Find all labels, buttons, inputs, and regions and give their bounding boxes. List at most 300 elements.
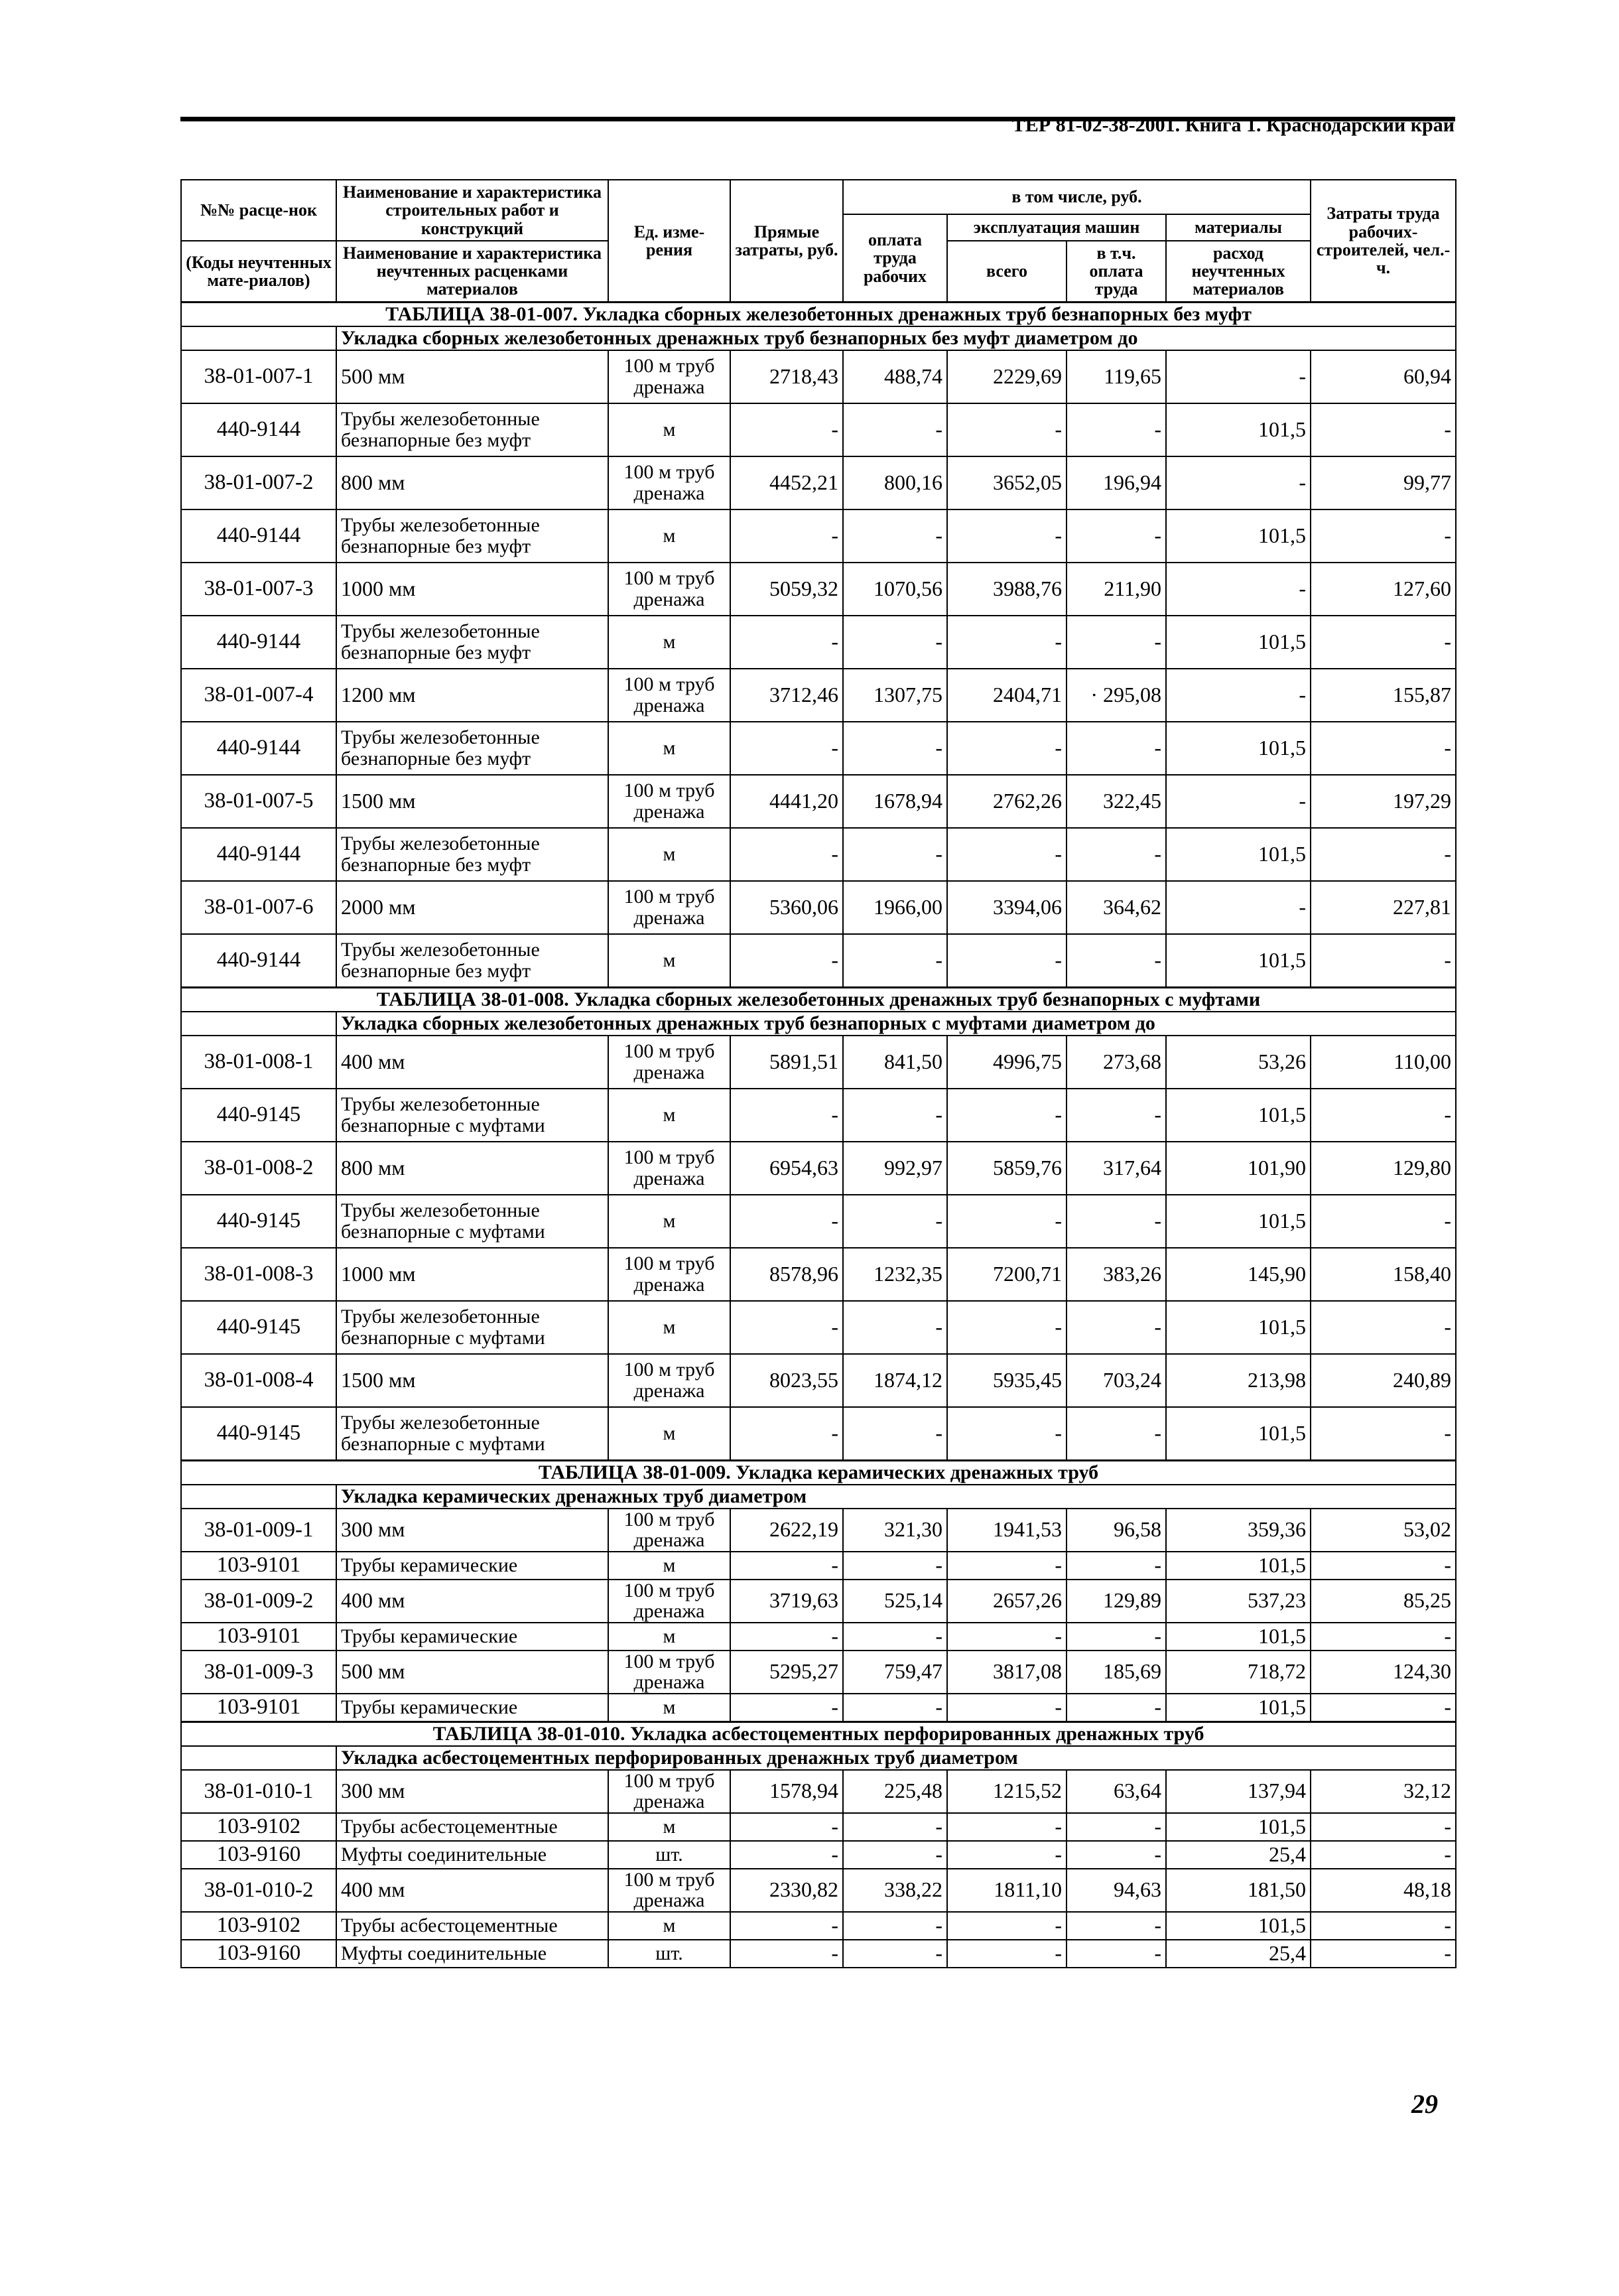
- machines-total: -: [947, 1940, 1067, 1968]
- direct-cost: -: [730, 1912, 843, 1940]
- materials: 25,4: [1166, 1841, 1311, 1869]
- machines-total: 5859,76: [947, 1142, 1067, 1195]
- wages: 1070,56: [843, 563, 947, 616]
- wages: 525,14: [843, 1580, 947, 1623]
- work-name: 800 мм: [336, 1142, 608, 1195]
- unit: 100 м труб дренажа: [608, 1248, 730, 1301]
- machines-total: 2404,71: [947, 669, 1067, 722]
- work-name: 1000 мм: [336, 563, 608, 616]
- material-code: 103-9160: [181, 1940, 336, 1968]
- machines-wages: -: [1067, 1940, 1166, 1968]
- table-row: [181, 350, 1456, 403]
- rate-code: 38-01-008-1: [181, 1036, 336, 1089]
- rate-code: 38-01-007-2: [181, 456, 336, 509]
- machines-total: -: [947, 1089, 1067, 1142]
- material-row: [181, 828, 1456, 881]
- material-code: 440-9145: [181, 1089, 336, 1142]
- section-title: ТАБЛИЦА 38-01-008. Укладка сборных железобетонных дренажных труб безнапорных с муфтами: [181, 987, 1456, 1012]
- unit: м: [608, 828, 730, 881]
- material-name: Трубы асбестоцементные: [336, 1912, 608, 1940]
- unit: шт.: [608, 1940, 730, 1968]
- materials: -: [1166, 456, 1311, 509]
- machines-total: -: [947, 1195, 1067, 1248]
- machines-wages: 94,63: [1067, 1869, 1166, 1912]
- labor: -: [1311, 1089, 1456, 1142]
- direct-cost: -: [730, 1813, 843, 1841]
- machines-wages: -: [1067, 1841, 1166, 1869]
- material-code: 440-9145: [181, 1301, 336, 1354]
- material-row: [181, 616, 1456, 669]
- wages: -: [843, 509, 947, 563]
- machines-wages: · 295,08: [1067, 669, 1166, 722]
- material-row: [181, 1301, 1456, 1354]
- machines-wages: 273,68: [1067, 1036, 1166, 1089]
- rate-code: 38-01-010-2: [181, 1869, 336, 1912]
- material-row: [181, 1552, 1456, 1580]
- labor: -: [1311, 403, 1456, 456]
- wages: -: [843, 828, 947, 881]
- machines-wages: -: [1067, 403, 1166, 456]
- labor: -: [1311, 722, 1456, 775]
- unit: м: [608, 403, 730, 456]
- wages: -: [843, 1195, 947, 1248]
- material-row: [181, 1694, 1456, 1722]
- unit: 100 м труб дренажа: [608, 881, 730, 934]
- labor: 32,12: [1311, 1770, 1456, 1813]
- wages: 992,97: [843, 1142, 947, 1195]
- material-name: Трубы железобетонные безнапорные с муфтами: [336, 1089, 608, 1142]
- unit: 100 м труб дренажа: [608, 1036, 730, 1089]
- direct-cost: 5360,06: [730, 881, 843, 934]
- material-name: Муфты соединительные: [336, 1940, 608, 1968]
- machines-total: 1941,53: [947, 1509, 1067, 1552]
- materials: 101,5: [1166, 1813, 1311, 1841]
- header-code-bottom: (Коды неучтенных мате-риалов): [181, 241, 336, 302]
- subtitle-spacer: [181, 1746, 336, 1770]
- unit: м: [608, 1552, 730, 1580]
- machines-wages: 211,90: [1067, 563, 1166, 616]
- materials: -: [1166, 669, 1311, 722]
- materials: 181,50: [1166, 1869, 1311, 1912]
- rate-code: 38-01-008-2: [181, 1142, 336, 1195]
- material-code: 440-9145: [181, 1195, 336, 1248]
- direct-cost: 3719,63: [730, 1580, 843, 1623]
- section-title: ТАБЛИЦА 38-01-009. Укладка керамических дренажных труб: [181, 1460, 1456, 1485]
- wages: 1874,12: [843, 1354, 947, 1407]
- labor: 158,40: [1311, 1248, 1456, 1301]
- direct-cost: 8023,55: [730, 1354, 843, 1407]
- unit: м: [608, 934, 730, 988]
- material-row: [181, 1940, 1456, 1968]
- labor: 60,94: [1311, 350, 1456, 403]
- work-name: 300 мм: [336, 1509, 608, 1552]
- material-code: 103-9160: [181, 1841, 336, 1869]
- unit: м: [608, 1301, 730, 1354]
- labor: 197,29: [1311, 775, 1456, 828]
- work-name: 1000 мм: [336, 1248, 608, 1301]
- material-code: 103-9102: [181, 1912, 336, 1940]
- machines-total: 2657,26: [947, 1580, 1067, 1623]
- materials: 137,94: [1166, 1770, 1311, 1813]
- unit: м: [608, 1195, 730, 1248]
- unit: 100 м труб дренажа: [608, 1142, 730, 1195]
- materials: 101,5: [1166, 1912, 1311, 1940]
- header-including: в том числе, руб.: [843, 180, 1311, 214]
- labor: 53,02: [1311, 1509, 1456, 1552]
- table-row: [181, 1354, 1456, 1407]
- direct-cost: -: [730, 934, 843, 988]
- labor: 48,18: [1311, 1869, 1456, 1912]
- machines-total: -: [947, 616, 1067, 669]
- materials: 101,5: [1166, 616, 1311, 669]
- material-row: [181, 1841, 1456, 1869]
- labor: 85,25: [1311, 1580, 1456, 1623]
- header-name-bottom: Наименование и характеристика неучтенных расценками материалов: [336, 241, 608, 302]
- header-unit: Ед. изме-рения: [608, 180, 730, 302]
- materials: 25,4: [1166, 1940, 1311, 1968]
- material-row: [181, 509, 1456, 563]
- wages: 1307,75: [843, 669, 947, 722]
- material-name: Трубы керамические: [336, 1623, 608, 1651]
- machines-total: -: [947, 1301, 1067, 1354]
- section-title: ТАБЛИЦА 38-01-007. Укладка сборных железобетонных дренажных труб безнапорных без муфт: [181, 302, 1456, 326]
- material-name: Трубы железобетонные безнапорные без муфт: [336, 403, 608, 456]
- wages: 1966,00: [843, 881, 947, 934]
- wages: 841,50: [843, 1036, 947, 1089]
- work-name: 500 мм: [336, 350, 608, 403]
- unit: м: [608, 509, 730, 563]
- labor: 227,81: [1311, 881, 1456, 934]
- rate-code: 38-01-009-1: [181, 1509, 336, 1552]
- machines-total: -: [947, 722, 1067, 775]
- machines-wages: -: [1067, 934, 1166, 988]
- labor: 99,77: [1311, 456, 1456, 509]
- direct-cost: 2718,43: [730, 350, 843, 403]
- labor: -: [1311, 1940, 1456, 1968]
- machines-wages: -: [1067, 509, 1166, 563]
- materials: 101,5: [1166, 934, 1311, 988]
- machines-wages: -: [1067, 616, 1166, 669]
- labor: -: [1311, 1195, 1456, 1248]
- machines-wages: 129,89: [1067, 1580, 1166, 1623]
- material-name: Трубы асбестоцементные: [336, 1813, 608, 1841]
- direct-cost: 5059,32: [730, 563, 843, 616]
- machines-wages: -: [1067, 1301, 1166, 1354]
- table-header: [181, 180, 1456, 302]
- wages: -: [843, 934, 947, 988]
- unit: 100 м труб дренажа: [608, 1509, 730, 1552]
- wages: 800,16: [843, 456, 947, 509]
- labor: -: [1311, 1841, 1456, 1869]
- table-section-subtitle-row: [181, 1012, 1456, 1036]
- material-row: [181, 1407, 1456, 1461]
- material-code: 103-9101: [181, 1694, 336, 1722]
- machines-wages: -: [1067, 1089, 1166, 1142]
- wages: -: [843, 616, 947, 669]
- direct-cost: -: [730, 1089, 843, 1142]
- table-body: [181, 302, 1456, 1968]
- section-subtitle: Укладка сборных железобетонных дренажных труб безнапорных с муфтами диаметром до: [336, 1012, 1456, 1036]
- labor: -: [1311, 828, 1456, 881]
- machines-total: 2762,26: [947, 775, 1067, 828]
- labor: -: [1311, 1694, 1456, 1722]
- materials: 101,5: [1166, 1089, 1311, 1142]
- machines-wages: 63,64: [1067, 1770, 1166, 1813]
- direct-cost: 2330,82: [730, 1869, 843, 1912]
- materials: 359,36: [1166, 1509, 1311, 1552]
- work-name: 1500 мм: [336, 775, 608, 828]
- material-code: 440-9145: [181, 1407, 336, 1461]
- material-code: 440-9144: [181, 722, 336, 775]
- unit: 100 м труб дренажа: [608, 669, 730, 722]
- table-section-title-row: [181, 1460, 1456, 1485]
- material-name: Трубы железобетонные безнапорные без муфт: [336, 934, 608, 988]
- rate-code: 38-01-009-3: [181, 1651, 336, 1694]
- unit: 100 м труб дренажа: [608, 775, 730, 828]
- table-section-subtitle-row: [181, 1746, 1456, 1770]
- machines-wages: 185,69: [1067, 1651, 1166, 1694]
- machines-total: -: [947, 828, 1067, 881]
- materials: 101,5: [1166, 1694, 1311, 1722]
- direct-cost: 3712,46: [730, 669, 843, 722]
- machines-total: -: [947, 1552, 1067, 1580]
- machines-wages: -: [1067, 828, 1166, 881]
- labor: -: [1311, 1552, 1456, 1580]
- section-subtitle: Укладка асбестоцементных перфорированных дренажных труб диаметром: [336, 1746, 1456, 1770]
- material-name: Трубы железобетонные безнапорные без муфт: [336, 616, 608, 669]
- material-code: 103-9101: [181, 1552, 336, 1580]
- direct-cost: -: [730, 1301, 843, 1354]
- work-name: 2000 мм: [336, 881, 608, 934]
- materials: 101,5: [1166, 403, 1311, 456]
- material-code: 440-9144: [181, 509, 336, 563]
- labor: 155,87: [1311, 669, 1456, 722]
- direct-cost: -: [730, 509, 843, 563]
- machines-total: 4996,75: [947, 1036, 1067, 1089]
- machines-total: -: [947, 934, 1067, 988]
- materials: 101,5: [1166, 1407, 1311, 1461]
- work-name: 500 мм: [336, 1651, 608, 1694]
- machines-total: 1215,52: [947, 1770, 1067, 1813]
- materials: 101,5: [1166, 1301, 1311, 1354]
- material-name: Трубы железобетонные безнапорные без муфт: [336, 509, 608, 563]
- material-row: [181, 722, 1456, 775]
- labor: 240,89: [1311, 1354, 1456, 1407]
- materials: 101,5: [1166, 1623, 1311, 1651]
- material-code: 440-9144: [181, 828, 336, 881]
- unit: м: [608, 616, 730, 669]
- rate-code: 38-01-007-1: [181, 350, 336, 403]
- materials: 101,5: [1166, 722, 1311, 775]
- wages: -: [843, 1301, 947, 1354]
- unit: 100 м труб дренажа: [608, 1354, 730, 1407]
- labor: 124,30: [1311, 1651, 1456, 1694]
- unit: шт.: [608, 1841, 730, 1869]
- unit: 100 м труб дренажа: [608, 456, 730, 509]
- running-header: ТЕР 81-02-38-2001. Книга 1. Краснодарский край: [1011, 114, 1455, 136]
- header-name-top: Наименование и характеристика строительных работ и конструкций: [336, 180, 608, 241]
- labor: 129,80: [1311, 1142, 1456, 1195]
- subtitle-spacer: [181, 1485, 336, 1509]
- material-row: [181, 403, 1456, 456]
- machines-total: 1811,10: [947, 1869, 1067, 1912]
- direct-cost: -: [730, 1841, 843, 1869]
- wages: -: [843, 1694, 947, 1722]
- unit: 100 м труб дренажа: [608, 1770, 730, 1813]
- table-section-title-row: [181, 1722, 1456, 1746]
- machines-wages: -: [1067, 722, 1166, 775]
- wages: -: [843, 1552, 947, 1580]
- materials: 101,5: [1166, 1552, 1311, 1580]
- wages: -: [843, 1912, 947, 1940]
- wages: -: [843, 1940, 947, 1968]
- rate-code: 38-01-009-2: [181, 1580, 336, 1623]
- labor: -: [1311, 1407, 1456, 1461]
- table-row: [181, 775, 1456, 828]
- wages: -: [843, 1623, 947, 1651]
- machines-wages: 383,26: [1067, 1248, 1166, 1301]
- header-wages: оплата труда рабочих: [843, 214, 947, 302]
- machines-total: 3988,76: [947, 563, 1067, 616]
- header-labor: Затраты труда рабочих-строителей, чел.-ч.: [1311, 180, 1456, 302]
- material-name: Трубы керамические: [336, 1552, 608, 1580]
- machines-wages: 96,58: [1067, 1509, 1166, 1552]
- machines-wages: 703,24: [1067, 1354, 1166, 1407]
- machines-wages: -: [1067, 1552, 1166, 1580]
- table-row: [181, 669, 1456, 722]
- materials: -: [1166, 350, 1311, 403]
- machines-wages: -: [1067, 1407, 1166, 1461]
- table-section-subtitle-row: [181, 1485, 1456, 1509]
- rate-code: 38-01-007-5: [181, 775, 336, 828]
- direct-cost: -: [730, 1623, 843, 1651]
- unit: м: [608, 1912, 730, 1940]
- unit: 100 м труб дренажа: [608, 563, 730, 616]
- machines-total: 3817,08: [947, 1651, 1067, 1694]
- machines-total: -: [947, 1841, 1067, 1869]
- table-row: [181, 1770, 1456, 1813]
- direct-cost: -: [730, 1552, 843, 1580]
- direct-cost: 2622,19: [730, 1509, 843, 1552]
- wages: 1232,35: [843, 1248, 947, 1301]
- unit: 100 м труб дренажа: [608, 1580, 730, 1623]
- machines-wages: -: [1067, 1912, 1166, 1940]
- header-machines-wages: в т.ч. оплата труда: [1067, 241, 1166, 302]
- machines-total: -: [947, 1623, 1067, 1651]
- direct-cost: -: [730, 1195, 843, 1248]
- rate-code: 38-01-008-3: [181, 1248, 336, 1301]
- labor: -: [1311, 1301, 1456, 1354]
- material-row: [181, 1089, 1456, 1142]
- work-name: 400 мм: [336, 1036, 608, 1089]
- material-code: 440-9144: [181, 616, 336, 669]
- machines-total: -: [947, 1407, 1067, 1461]
- unit: 100 м труб дренажа: [608, 1651, 730, 1694]
- material-code: 440-9144: [181, 934, 336, 988]
- unit: 100 м труб дренажа: [608, 350, 730, 403]
- materials: 101,90: [1166, 1142, 1311, 1195]
- section-subtitle: Укладка сборных железобетонных дренажных труб безнапорных без муфт диаметром до: [336, 326, 1456, 350]
- table-row: [181, 456, 1456, 509]
- material-row: [181, 1912, 1456, 1940]
- materials: -: [1166, 563, 1311, 616]
- unit: 100 м труб дренажа: [608, 1869, 730, 1912]
- header-machines-total: всего: [947, 241, 1067, 302]
- rate-code: 38-01-007-3: [181, 563, 336, 616]
- labor: -: [1311, 934, 1456, 988]
- machines-wages: 119,65: [1067, 350, 1166, 403]
- wages: -: [843, 1841, 947, 1869]
- materials: 213,98: [1166, 1354, 1311, 1407]
- wages: 1678,94: [843, 775, 947, 828]
- material-name: Трубы железобетонные безнапорные с муфтами: [336, 1407, 608, 1461]
- material-code: 103-9102: [181, 1813, 336, 1841]
- subtitle-spacer: [181, 326, 336, 350]
- machines-wages: -: [1067, 1694, 1166, 1722]
- direct-cost: -: [730, 828, 843, 881]
- labor: -: [1311, 616, 1456, 669]
- machines-total: 3394,06: [947, 881, 1067, 934]
- materials: 53,26: [1166, 1036, 1311, 1089]
- material-row: [181, 1623, 1456, 1651]
- table-row: [181, 1580, 1456, 1623]
- table-row: [181, 1142, 1456, 1195]
- header-materials: материалы: [1166, 214, 1311, 241]
- wages: 338,22: [843, 1869, 947, 1912]
- direct-cost: -: [730, 722, 843, 775]
- machines-wages: 317,64: [1067, 1142, 1166, 1195]
- labor: 127,60: [1311, 563, 1456, 616]
- header-direct-costs: Прямые затраты, руб.: [730, 180, 843, 302]
- rate-code: 38-01-007-6: [181, 881, 336, 934]
- materials: 101,5: [1166, 1195, 1311, 1248]
- rate-code: 38-01-010-1: [181, 1770, 336, 1813]
- table-section-title-row: [181, 987, 1456, 1012]
- material-name: Трубы железобетонные безнапорные без муфт: [336, 828, 608, 881]
- machines-total: -: [947, 403, 1067, 456]
- machines-wages: 364,62: [1067, 881, 1166, 934]
- direct-cost: -: [730, 1694, 843, 1722]
- direct-cost: 5295,27: [730, 1651, 843, 1694]
- wages: -: [843, 1407, 947, 1461]
- machines-wages: 196,94: [1067, 456, 1166, 509]
- header-materials-sub: расход неучтенных материалов: [1166, 241, 1311, 302]
- wages: -: [843, 1089, 947, 1142]
- direct-cost: -: [730, 403, 843, 456]
- machines-total: 2229,69: [947, 350, 1067, 403]
- table-row: [181, 1651, 1456, 1694]
- rate-code: 38-01-007-4: [181, 669, 336, 722]
- material-row: [181, 1195, 1456, 1248]
- direct-cost: 6954,63: [730, 1142, 843, 1195]
- wages: -: [843, 1813, 947, 1841]
- work-name: 300 мм: [336, 1770, 608, 1813]
- materials: 718,72: [1166, 1651, 1311, 1694]
- direct-cost: -: [730, 1407, 843, 1461]
- table-row: [181, 1509, 1456, 1552]
- unit: м: [608, 1694, 730, 1722]
- machines-total: -: [947, 1813, 1067, 1841]
- wages: -: [843, 403, 947, 456]
- machines-wages: 322,45: [1067, 775, 1166, 828]
- material-code: 440-9144: [181, 403, 336, 456]
- direct-cost: 4441,20: [730, 775, 843, 828]
- wages: 759,47: [843, 1651, 947, 1694]
- header-machines: эксплуатация машин: [947, 214, 1166, 241]
- table-row: [181, 1869, 1456, 1912]
- table-section-title-row: [181, 302, 1456, 326]
- work-name: 400 мм: [336, 1869, 608, 1912]
